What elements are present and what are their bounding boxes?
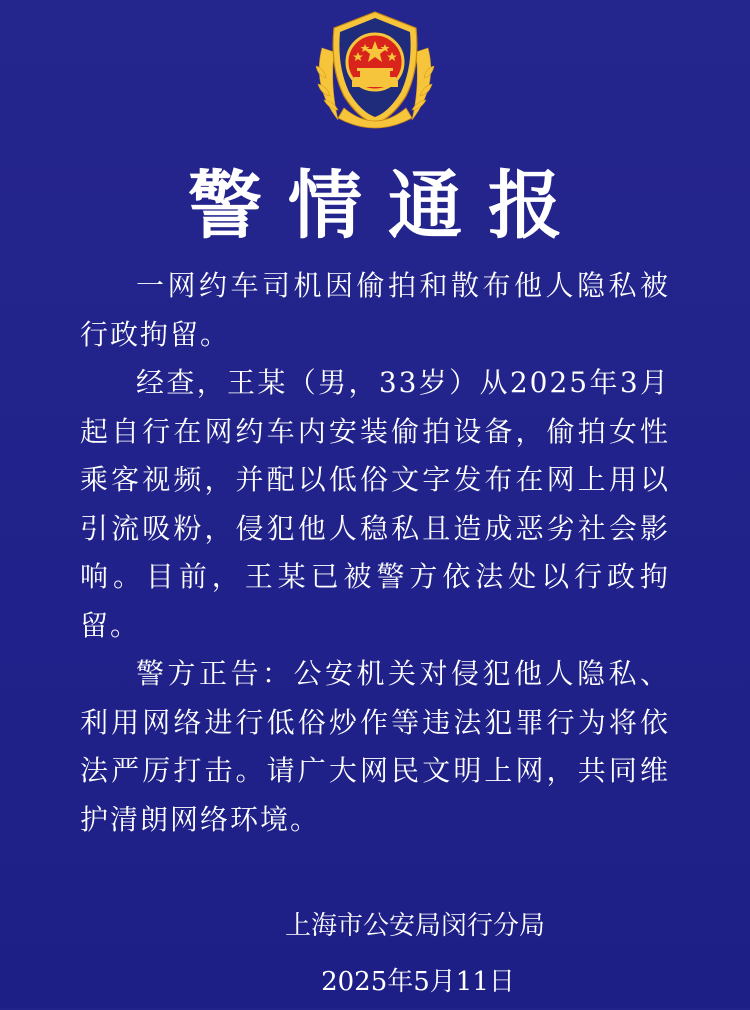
paragraph-investigation: 经查，王某（男，33岁）从2025年3月起自行在网约车内安装偷拍设备，偷拍女性乘客视频，并配以低俗文字发布在网上用以引流吸粉，侵犯他人稳私且造成恶劣社会影响。目前，王某已被警方依法处以行政拘留。: [80, 366, 670, 642]
police-emblem-icon: [308, 8, 442, 134]
issuing-organization: 上海市公安局闵行分局: [284, 911, 545, 941]
issue-date: 2025年5月11日: [321, 967, 515, 997]
paragraph-summary: 一网约车司机因偷拍和散布他人隐私被行政拘留。: [80, 269, 670, 351]
signature-block: [0, 898, 750, 1010]
page-title: 警情通报: [188, 163, 588, 249]
notice-body: [80, 262, 670, 844]
paragraph-warning: 警方正告：公安机关对侵犯他人隐私、利用网络进行低俗炒作等违法犯罪行为将依法严厉打击。请广大网民文明上网，共同维护清朗网络环境。: [80, 657, 670, 836]
